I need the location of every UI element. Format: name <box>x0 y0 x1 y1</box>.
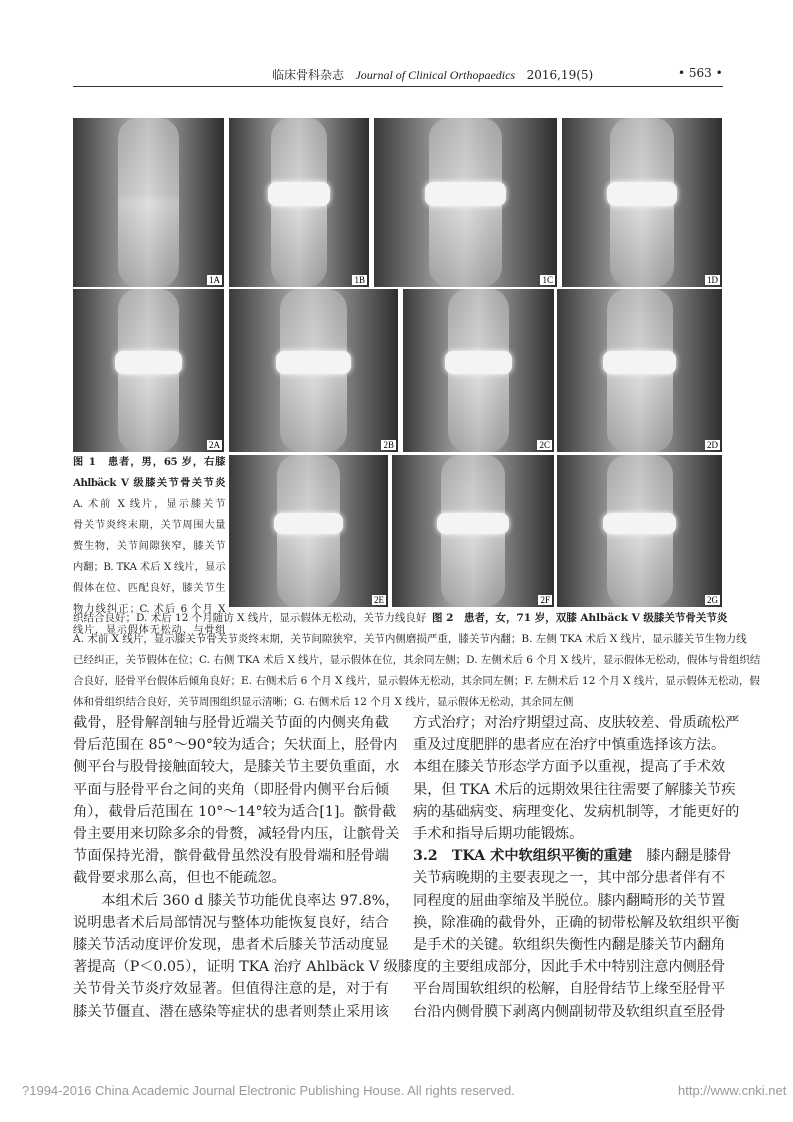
header-rule <box>73 86 723 87</box>
figure-1-caption <box>73 452 225 641</box>
panel-label: 2G <box>707 595 718 605</box>
caption-line: A. 术前 X 线片，显示膝关节 <box>73 499 225 510</box>
issue-info: 2016,19(5) <box>526 68 594 82</box>
text-line: 本组在膝关节形态学方面予以重视，提高了手术效 <box>413 759 726 776</box>
text-line: 骨后范围在 85°～90°较为适合；矢状面上，胫骨内 <box>73 737 398 754</box>
panel-label: 2F <box>540 595 550 605</box>
text-line: 平台周围软组织的松解，自胫骨结节上缘至胫骨平 <box>413 981 726 998</box>
xray-panel <box>557 289 722 452</box>
caption-line: 内翻；B. TKA 术后 X 线片，显示 <box>73 562 225 573</box>
text-line: 关节骨关节炎疗效显著。但值得注意的是，对于有 <box>73 981 389 998</box>
xray-panel <box>557 455 722 607</box>
caption-line: A. 术前 X 线片，显示膝关节骨关节炎终末期，关节间隙狭窄，关节内侧磨损严重，膝关节内翻；B. 左侧 TKA 术后 X 线片，显示膝关节生物力线 <box>73 633 747 645</box>
text-line: 本组术后 360 d 膝关节功能优良率达 97.8%， <box>101 892 400 909</box>
running-header <box>272 66 593 83</box>
panel-label: 1B <box>354 275 365 285</box>
caption-line: 体和骨组织结合良好，关节周围组织显示清晰；G. 右侧术后 12 个月 X 线片，显示假体无松动，其余同左侧 <box>73 696 574 708</box>
figure-2-caption-title: 图 2 患者，女，71 岁，双膝 Ahlbäck V 级膝关节骨关节炎 <box>432 612 728 624</box>
text-line: 是手术的关键。软组织失衡性内翻是膝关节内翻角 <box>413 937 726 954</box>
text-line: 关节病晚期的主要表现之一，其中部分患者伴有不 <box>413 870 726 887</box>
prosthesis-shape <box>276 351 350 374</box>
text-line: 膝关节活动度评价发现，患者术后膝关节活动度显 <box>73 937 389 954</box>
panel-label: 2D <box>707 440 718 450</box>
text-line: 截骨，胫骨解剖轴与胫骨近端关节面的内侧夹角截 <box>73 715 389 731</box>
figure-1-caption-last: 织结合良好；D. 术后 12 个月随访 X 线片，显示假体无松动，关节力线良好 <box>73 612 427 624</box>
text-line: 台沿内侧骨膜下剥离内侧副韧带及软组织直至胫骨 <box>413 1003 726 1020</box>
prosthesis-shape <box>603 513 676 534</box>
xray-panel <box>374 118 557 287</box>
text-line: 方式治疗；对治疗期望过高、皮肤较差、骨质疏松严 <box>413 715 740 731</box>
text-line: 果，但 TKA 术后的远期效果往往需要了解膝关节疾 <box>413 781 736 798</box>
text-line: 换，除准确的截骨外，正确的韧带松解及软组织平衡 <box>413 914 740 931</box>
xray-panel <box>562 118 722 287</box>
caption-line: 合良好，胫骨平台假体后倾角良好；E. 右侧术后 6 个月 X 线片，显示假体无松动，其余同左侧；F. 左侧术后 12 个月 X 线片，显示假体无松动，假 <box>73 675 760 687</box>
bone-shape <box>118 118 178 287</box>
xray-panel <box>73 118 224 287</box>
panel-label: 1A <box>209 275 220 285</box>
copyright-notice: ?1994-2016 China Academic Journal Electronic Publishing House. All rights reserved. <box>22 1083 515 1098</box>
caption-title-line: 图 1 患者，男，65 岁，右膝 <box>73 456 225 468</box>
right-column-text <box>413 712 740 1023</box>
text-line: 病的基础病变、病理变化、发病机制等，才能更好的 <box>413 803 740 820</box>
xray-panel <box>392 455 554 607</box>
panel-label: 2B <box>383 440 394 450</box>
caption-line: 物力线纠正；C. 术后 6 个月 X <box>73 604 225 615</box>
text-line: 著提高（P＜0.05），证明 TKA 治疗 Ahlbäck V 级膝 <box>73 959 413 976</box>
xray-panel <box>229 455 388 607</box>
text-line: 节面保持光滑，髌骨截骨虽然没有股骨端和胫骨端 <box>73 848 389 865</box>
section-heading: 3.2 TKA 术中软组织平衡的重建 <box>413 848 633 865</box>
journal-title-cn: 临床骨科杂志 <box>272 68 345 82</box>
panel-label: 1D <box>707 275 718 285</box>
figure-2-caption <box>73 629 761 713</box>
text-line: 骨主要用来切除多余的骨赘，减轻骨内压，让髌骨关 <box>73 826 400 843</box>
text-line: 说明患者术后局部情况与整体功能恢复良好，结合 <box>73 914 389 931</box>
prosthesis-shape <box>445 351 511 374</box>
prosthesis-shape <box>115 351 181 374</box>
text-line: 侧平台与股骨接触面较大，是膝关节主要负重面，水 <box>73 759 400 776</box>
text-line: 平面与胫骨平台之间的夹角（即胫骨内侧平台后倾 <box>73 781 389 798</box>
text-line <box>413 845 732 867</box>
caption-line: 骨关节炎终末期，关节周围大量 <box>73 520 225 531</box>
panel-label: 2E <box>374 595 384 605</box>
text-line: 角），截骨后范围在 10°～14°较为适合[1]。髌骨截 <box>73 803 397 820</box>
panel-label: 2A <box>209 440 220 450</box>
journal-title-en: Journal of Clinical Orthopaedics <box>355 68 516 82</box>
caption-line: 已经纠正，关节假体在位；C. 右侧 TKA 术后 X 线片，显示假体在位，其余同左侧；D. 左侧术后 6 个月 X 线片，显示假体无松动，假体与骨组织结 <box>73 654 761 666</box>
prosthesis-shape <box>603 351 676 374</box>
text-line: 度的主要组成部分，因此手术中特别注意内侧胫骨 <box>413 959 726 976</box>
xray-panel <box>403 289 554 452</box>
text-line: 同程度的屈曲挛缩及半脱位。膝内翻畸形的关节置 <box>413 892 726 909</box>
page-number: • 563 • <box>678 66 723 80</box>
caption-line: 赘生物，关节间隙狭窄，膝关节 <box>73 541 225 552</box>
caption-line: 线片，显示假体无松动、与骨组 <box>73 625 225 636</box>
xray-panel <box>229 118 369 287</box>
prosthesis-shape <box>425 182 506 206</box>
caption-line: 假体在位、匹配良好，膝关节生 <box>73 583 225 594</box>
panel-label: 2C <box>539 440 550 450</box>
xray-panel <box>73 289 224 452</box>
text-line: 手术和指导后期功能锻炼。 <box>413 826 584 843</box>
left-column-text <box>73 712 413 1023</box>
text-line: 重及过度肥胖的患者应在治疗中慎重选择该方法。 <box>413 737 726 754</box>
footer-url[interactable]: http://www.cnki.net <box>678 1083 787 1098</box>
prosthesis-shape <box>607 182 677 206</box>
xray-panel <box>229 289 398 452</box>
panel-label: 1C <box>542 275 553 285</box>
text-line: 膝关节僵直、潜在感染等症状的患者则禁止采用该 <box>73 1003 389 1020</box>
prosthesis-shape <box>274 513 344 534</box>
text-fragment: 膝内翻是膝骨 <box>632 848 732 865</box>
prosthesis-shape <box>268 182 330 206</box>
text-line: 截骨要求那么高，但也不能疏忽。 <box>73 870 286 887</box>
caption-title-line: Ahlbäck V 级膝关节骨关节炎 <box>73 477 225 489</box>
prosthesis-shape <box>437 513 508 534</box>
